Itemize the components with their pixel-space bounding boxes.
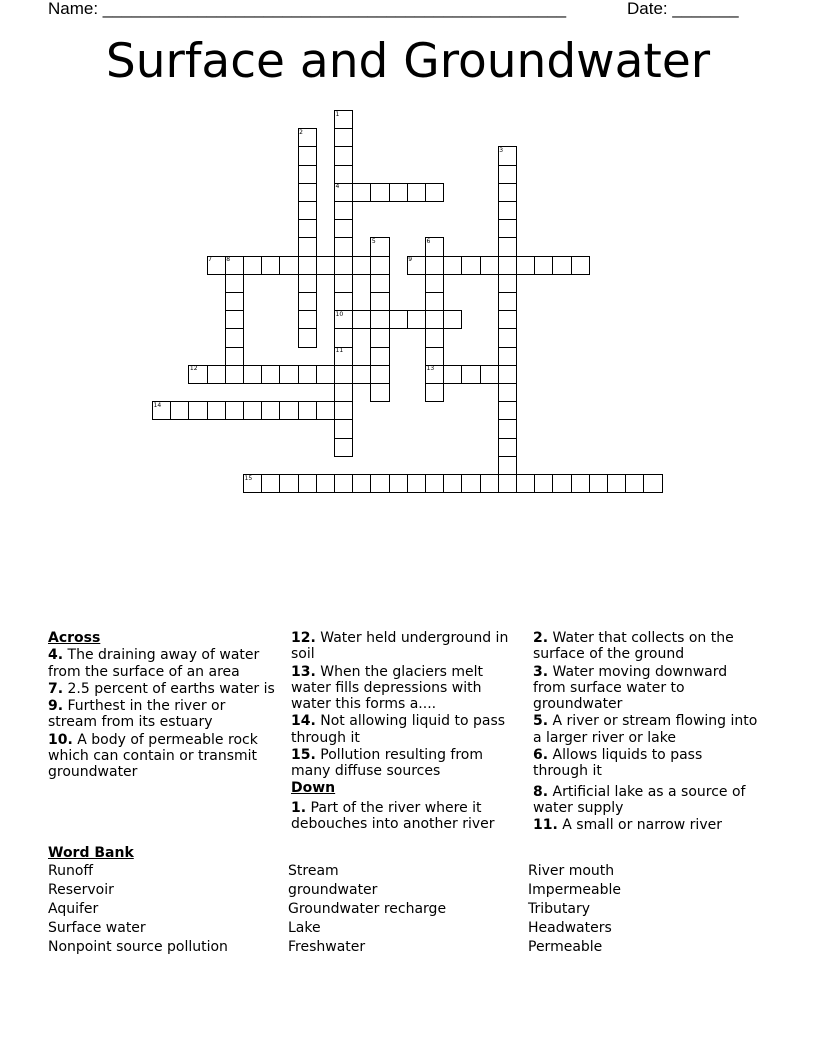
clue-text: Water moving downward from surface water to groundwater: [533, 663, 728, 713]
crossword-cell[interactable]: [443, 365, 462, 384]
crossword-cell[interactable]: [480, 474, 499, 493]
clue-number: 3.: [533, 663, 549, 680]
crossword-cell[interactable]: [370, 274, 389, 293]
word-bank-item: Groundwater recharge: [288, 901, 447, 917]
crossword-cell[interactable]: [571, 256, 590, 275]
crossword-cell[interactable]: [334, 292, 353, 311]
crossword-cell[interactable]: [407, 474, 426, 493]
clue-text: A river or stream flowing into a larger river or lake: [533, 713, 758, 746]
crossword-cell[interactable]: [243, 401, 262, 420]
crossword-cell[interactable]: [370, 256, 389, 275]
crossword-cell[interactable]: [425, 474, 444, 493]
crossword-cell[interactable]: [225, 401, 244, 420]
crossword-cell[interactable]: [261, 256, 280, 275]
clue-number: 4.: [48, 647, 64, 664]
word-bank-item: Runoff: [48, 863, 94, 879]
crossword-cell[interactable]: [207, 365, 226, 384]
clue-across-10: [48, 732, 278, 781]
crossword-cell[interactable]: [316, 474, 335, 493]
crossword-cell[interactable]: [516, 474, 535, 493]
crossword-cell[interactable]: [498, 347, 517, 366]
crossword-cell[interactable]: [352, 183, 371, 202]
clue-text: Not allowing liquid to pass through it: [291, 713, 506, 746]
crossword-cell[interactable]: [425, 183, 444, 202]
crossword-cell[interactable]: [298, 310, 317, 329]
crossword-cell[interactable]: [188, 401, 207, 420]
crossword-cell[interactable]: [261, 365, 280, 384]
crossword-cell[interactable]: [498, 183, 517, 202]
crossword-cell[interactable]: [498, 328, 517, 347]
clue-text: Allows liquids to pass through it: [533, 747, 703, 780]
clue-number-label: 1: [335, 110, 340, 118]
clue-number-label: 10: [335, 310, 344, 318]
crossword-cell[interactable]: [261, 474, 280, 493]
clue-column-2: [291, 630, 523, 833]
clue-number-label: 15: [244, 474, 253, 482]
crossword-cell[interactable]: [334, 128, 353, 147]
clue-column-3: [533, 630, 758, 834]
crossword-cell[interactable]: [225, 347, 244, 366]
crossword-cell[interactable]: [516, 256, 535, 275]
crossword-cell[interactable]: [625, 474, 644, 493]
crossword-cell[interactable]: [298, 237, 317, 256]
crossword-cell[interactable]: [443, 474, 462, 493]
crossword-cell[interactable]: [334, 237, 353, 256]
crossword-cell[interactable]: [498, 256, 517, 275]
crossword-cell[interactable]: [407, 310, 426, 329]
crossword-cell[interactable]: [498, 401, 517, 420]
crossword-cell[interactable]: [334, 256, 353, 275]
crossword-cell[interactable]: [207, 401, 226, 420]
crossword-cell[interactable]: [425, 256, 444, 275]
clue-number: 8.: [533, 783, 549, 800]
crossword-cell[interactable]: [425, 310, 444, 329]
clue-number: 1.: [291, 799, 307, 816]
clue-number-label: 8: [226, 256, 231, 264]
crossword-cell[interactable]: [298, 146, 317, 165]
clue-down-1: [291, 800, 523, 833]
crossword-cell[interactable]: [334, 146, 353, 165]
crossword-cell[interactable]: [316, 256, 335, 275]
crossword-cell[interactable]: [552, 474, 571, 493]
clue-across-15: [291, 747, 523, 780]
crossword-cell[interactable]: [243, 365, 262, 384]
crossword-cell[interactable]: [370, 183, 389, 202]
crossword-cell[interactable]: [298, 274, 317, 293]
crossword-cell[interactable]: [334, 365, 353, 384]
crossword-cell[interactable]: [370, 347, 389, 366]
crossword-cell[interactable]: [425, 383, 444, 402]
clue-number: 12.: [291, 630, 316, 646]
crossword-cell[interactable]: [334, 274, 353, 293]
crossword-cell[interactable]: [352, 310, 371, 329]
crossword-cell[interactable]: [498, 274, 517, 293]
clue-number-label: 12: [189, 365, 198, 373]
crossword-cell[interactable]: [425, 328, 444, 347]
crossword-cell[interactable]: [389, 310, 408, 329]
crossword-cell[interactable]: [334, 201, 353, 220]
word-bank-item: Surface water: [48, 920, 146, 936]
crossword-cell[interactable]: [352, 256, 371, 275]
crossword-cell[interactable]: [298, 292, 317, 311]
clue-across-14: [291, 713, 523, 746]
clue-down-5: [533, 713, 758, 746]
word-bank-item: Impermeable: [528, 882, 621, 898]
clue-number-label: 3: [499, 146, 504, 154]
down-heading: Down: [291, 779, 336, 796]
crossword-cell[interactable]: [298, 365, 317, 384]
word-bank-item: Lake: [288, 920, 321, 936]
clue-number: 10.: [48, 731, 73, 748]
word-bank-item: Tributary: [528, 901, 591, 917]
crossword-grid: [0, 0, 816, 520]
crossword-cell[interactable]: [298, 165, 317, 184]
clue-number: 2.: [533, 630, 549, 646]
crossword-cell[interactable]: [243, 256, 262, 275]
crossword-cell[interactable]: [461, 256, 480, 275]
clue-across-4: [48, 647, 278, 680]
clue-number: 13.: [291, 663, 316, 680]
clue-across-9: [48, 698, 278, 731]
crossword-cell[interactable]: [443, 310, 462, 329]
crossword-cell[interactable]: [298, 256, 317, 275]
crossword-cell[interactable]: [461, 474, 480, 493]
clue-number-label: 14: [153, 401, 162, 409]
crossword-cell[interactable]: [316, 365, 335, 384]
crossword-cell[interactable]: [498, 310, 517, 329]
word-bank-column-1: [48, 862, 228, 957]
word-bank-item: Headwaters: [528, 920, 612, 936]
crossword-cell[interactable]: [334, 165, 353, 184]
crossword-cell[interactable]: [298, 183, 317, 202]
crossword-cell[interactable]: [498, 383, 517, 402]
crossword-cell[interactable]: [607, 474, 626, 493]
crossword-cell[interactable]: [279, 256, 298, 275]
clue-down-6: [533, 747, 758, 780]
crossword-cell[interactable]: [370, 365, 389, 384]
clue-across-7: [48, 681, 278, 697]
word-bank-item: Aquifer: [48, 901, 99, 917]
clue-down-8: [533, 784, 758, 817]
clue-text: The draining away of water from the surface of an area: [48, 647, 260, 680]
clue-number: 11.: [533, 817, 558, 834]
clue-across-13: [291, 664, 523, 713]
clue-number-label: 5: [371, 237, 376, 245]
clue-down-11: [533, 817, 758, 833]
crossword-cell[interactable]: [334, 401, 353, 420]
word-bank-heading: Word Bank: [48, 845, 134, 861]
crossword-cell[interactable]: [370, 310, 389, 329]
crossword-cell[interactable]: [498, 419, 517, 438]
crossword-cell[interactable]: [389, 474, 408, 493]
crossword-cell[interactable]: [334, 438, 353, 457]
crossword-cell[interactable]: [352, 474, 371, 493]
word-bank-item: Freshwater: [288, 939, 366, 955]
crossword-cell[interactable]: [480, 256, 499, 275]
clue-column-1: [48, 630, 278, 781]
crossword-cell[interactable]: [643, 474, 662, 493]
crossword-cell[interactable]: [225, 328, 244, 347]
clue-number-label: 4: [335, 183, 340, 191]
across-heading: Across: [48, 630, 101, 646]
name-field-label: Name: _________________________________________________: [48, 0, 567, 18]
crossword-cell[interactable]: [443, 256, 462, 275]
clue-number: 6.: [533, 747, 549, 764]
clue-number: 5.: [533, 713, 549, 730]
clue-text: A small or narrow river: [562, 817, 722, 834]
crossword-cell[interactable]: [352, 365, 371, 384]
crossword-cell[interactable]: [534, 474, 553, 493]
clue-number: 15.: [291, 747, 316, 764]
clue-number: 14.: [291, 713, 316, 730]
crossword-cell[interactable]: [498, 219, 517, 238]
word-bank-column-3: [528, 862, 621, 957]
crossword-cell[interactable]: [498, 365, 517, 384]
crossword-cell[interactable]: [334, 328, 353, 347]
word-bank-item: Stream: [288, 863, 339, 879]
clue-number-label: 11: [335, 347, 344, 355]
crossword-cell[interactable]: [498, 201, 517, 220]
crossword-cell[interactable]: [225, 274, 244, 293]
clue-across-12: [291, 630, 523, 663]
word-bank-item: Nonpoint source pollution: [48, 939, 228, 955]
crossword-cell[interactable]: [534, 256, 553, 275]
crossword-cell[interactable]: [370, 292, 389, 311]
crossword-cell[interactable]: [279, 365, 298, 384]
clue-text: 2.5 percent of earths water is: [67, 680, 275, 697]
clue-number-label: 9: [408, 256, 413, 264]
crossword-cell[interactable]: [298, 401, 317, 420]
crossword-cell[interactable]: [316, 401, 335, 420]
crossword-cell[interactable]: [461, 365, 480, 384]
word-bank-item: groundwater: [288, 882, 378, 898]
word-bank-item: River mouth: [528, 863, 615, 879]
crossword-cell[interactable]: [407, 183, 426, 202]
crossword-cell[interactable]: [261, 401, 280, 420]
clue-text: A body of permeable rock which can contain or transmit groundwater: [48, 731, 258, 781]
clue-text: Water held underground in soil: [291, 630, 509, 663]
clue-text: Artificial lake as a source of water supply: [533, 783, 746, 816]
clue-text: When the glaciers melt water fills depressions with water this forms a....: [291, 663, 484, 713]
crossword-cell[interactable]: [225, 292, 244, 311]
date-field-label: Date: _______: [627, 0, 739, 18]
crossword-cell[interactable]: [425, 292, 444, 311]
crossword-cell[interactable]: [498, 474, 517, 493]
word-bank-item: Permeable: [528, 939, 603, 955]
clue-number-label: 2: [299, 128, 303, 136]
clue-number: 7.: [48, 680, 64, 697]
page-title: Surface and Groundwater: [105, 34, 711, 89]
crossword-cell[interactable]: [389, 183, 408, 202]
clue-number-label: 6: [426, 237, 431, 245]
crossword-cell[interactable]: [298, 328, 317, 347]
crossword-cell[interactable]: [498, 292, 517, 311]
crossword-cell[interactable]: [480, 365, 499, 384]
clue-number: 9.: [48, 698, 64, 715]
crossword-cell[interactable]: [370, 474, 389, 493]
crossword-cell[interactable]: [425, 347, 444, 366]
crossword-cell[interactable]: [334, 419, 353, 438]
crossword-cell[interactable]: [279, 401, 298, 420]
clue-text: Water that collects on the surface of the ground: [533, 630, 734, 663]
crossword-cell[interactable]: [589, 474, 608, 493]
crossword-cell[interactable]: [498, 438, 517, 457]
clue-number-label: 7: [208, 256, 212, 264]
clue-down-2: [533, 630, 758, 663]
clue-text: Furthest in the river or stream from its estuary: [48, 698, 226, 731]
crossword-cell[interactable]: [170, 401, 189, 420]
crossword-cell[interactable]: [370, 328, 389, 347]
crossword-cell[interactable]: [498, 456, 517, 475]
clue-down-3: [533, 664, 758, 713]
crossword-cell[interactable]: [334, 219, 353, 238]
crossword-cell[interactable]: [571, 474, 590, 493]
clue-number-label: 13: [426, 365, 435, 373]
crossword-cell[interactable]: [279, 474, 298, 493]
crossword-cell[interactable]: [298, 219, 317, 238]
crossword-cell[interactable]: [498, 237, 517, 256]
clue-text: Part of the river where it debouches into another river: [291, 799, 495, 833]
word-bank-column-2: [288, 862, 446, 957]
crossword-cell[interactable]: [334, 474, 353, 493]
crossword-cell[interactable]: [370, 383, 389, 402]
crossword-cell[interactable]: [298, 201, 317, 220]
crossword-cell[interactable]: [552, 256, 571, 275]
clue-text: Pollution resulting from many diffuse sources: [291, 747, 483, 780]
crossword-cell[interactable]: [298, 474, 317, 493]
crossword-cell[interactable]: [425, 274, 444, 293]
crossword-cell[interactable]: [498, 165, 517, 184]
crossword-cell[interactable]: [334, 383, 353, 402]
word-bank-item: Reservoir: [48, 882, 114, 898]
crossword-cell[interactable]: [225, 310, 244, 329]
crossword-cell[interactable]: [225, 365, 244, 384]
